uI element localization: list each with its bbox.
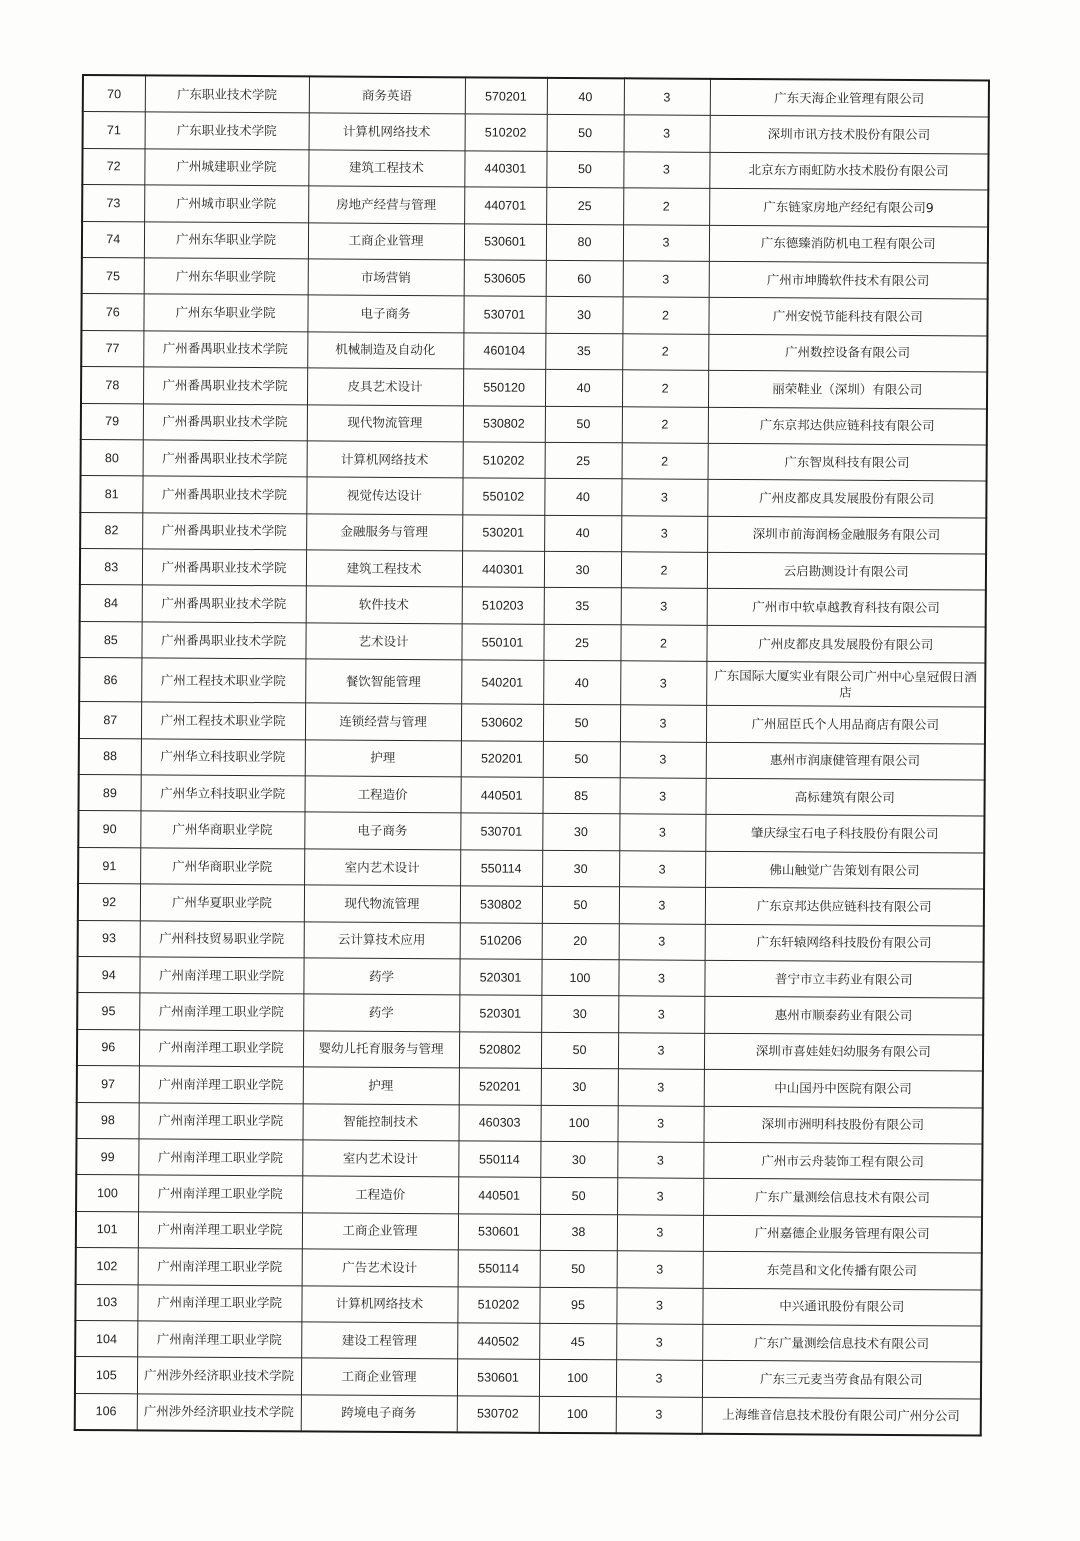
school-name-cell: 广州南洋理工职业学院 [139,1030,303,1067]
row-number-cell: 104 [75,1320,137,1357]
row-number-cell: 92 [78,884,140,921]
school-name-cell: 广东职业技术学院 [145,75,309,113]
program-years-cell: 3 [619,778,705,815]
partner-company-cell: 广州数控设备有限公司 [708,334,987,372]
program-years-cell: 3 [617,1105,703,1142]
enrollment-count-cell: 38 [540,1214,617,1251]
major-name-cell: 电子商务 [307,295,463,332]
enrollment-count-cell: 40 [544,479,621,516]
major-code-cell: 460303 [458,1104,540,1141]
partner-company-cell: 广东广量测绘信息技术有限公司 [702,1324,981,1362]
row-number-cell: 94 [77,956,139,993]
major-name-cell: 工商企业管理 [301,1358,457,1395]
major-code-cell: 510202 [463,442,545,479]
program-years-cell: 2 [622,334,708,371]
partner-company-cell: 广东智岚科技有限公司 [708,443,987,481]
program-years-cell: 3 [618,960,704,997]
enrollment-count-cell: 50 [545,406,622,443]
program-years-cell: 3 [618,996,704,1033]
major-code-cell: 530701 [460,813,542,850]
enrollment-count-cell: 45 [539,1323,616,1360]
table-row [76,1138,982,1180]
program-years-cell: 3 [620,661,706,706]
major-name-cell: 工商企业管理 [302,1213,458,1250]
table-row [75,1357,981,1399]
major-name-cell: 工商企业管理 [308,222,464,259]
row-number-cell: 86 [79,658,141,702]
partner-company-cell: 深圳市喜娃娃妇幼服务有限公司 [704,1033,983,1071]
major-name-cell: 广告艺术设计 [302,1249,458,1286]
major-code-cell: 530802 [463,405,545,442]
school-name-cell: 广州番禺职业技术学院 [141,622,305,659]
school-name-cell: 广州华商职业学院 [140,848,304,885]
enrollment-count-cell: 40 [547,78,624,115]
enrollment-count-cell: 40 [545,369,622,406]
school-name-cell: 广州东华职业学院 [144,258,308,295]
table-row [78,775,984,817]
table-row [75,1284,981,1326]
row-number-cell: 102 [76,1248,138,1285]
table-row [81,367,987,409]
row-number-cell: 79 [81,403,143,440]
major-code-cell: 440301 [464,151,546,188]
major-name-cell: 护理 [303,1067,459,1104]
partner-company-cell: 广东链家房地产经纪有限公司9 [709,189,988,227]
school-name-cell: 广州南洋理工职业学院 [139,957,303,994]
program-years-cell: 3 [617,1215,703,1252]
program-years-cell: 2 [621,552,707,589]
partner-company-cell: 中兴通讯股份有限公司 [702,1288,981,1326]
school-name-cell: 广州南洋理工职业学院 [137,1321,301,1358]
major-code-cell: 530601 [458,1214,540,1251]
school-name-cell: 广州华立科技职业学院 [140,775,304,812]
program-years-cell: 3 [623,152,709,189]
major-code-cell: 530802 [460,886,542,923]
table-row [82,148,988,190]
enrollment-count-cell: 60 [546,260,623,297]
table-row [81,294,987,336]
partner-company-cell: 广东德臻消防机电工程有限公司 [709,225,988,263]
partner-company-cell: 广东京邦达供应链科技有限公司 [708,407,987,445]
school-name-cell: 广州涉外经济职业技术学院 [137,1357,301,1394]
major-name-cell: 软件技术 [306,586,462,623]
program-years-cell: 3 [623,224,709,261]
enrollment-count-cell: 30 [540,1141,617,1178]
major-code-cell: 550114 [458,1141,540,1178]
school-name-cell: 广州番禺职业技术学院 [143,331,307,368]
major-code-cell: 530601 [457,1359,539,1396]
major-name-cell: 连锁经营与管理 [305,703,461,740]
row-number-cell: 70 [83,75,145,112]
program-years-cell: 3 [618,1033,704,1070]
major-code-cell: 550120 [463,369,545,406]
program-years-cell: 3 [616,1324,702,1361]
partner-company-cell: 广东国际大厦实业有限公司广州中心皇冠假日酒店 [706,662,985,708]
partner-company-cell: 深圳市洲明科技股份有限公司 [703,1106,982,1144]
table-row [82,221,988,263]
row-number-cell: 80 [81,439,143,476]
program-years-cell: 2 [622,370,708,407]
major-code-cell: 550102 [462,478,544,515]
row-number-cell: 81 [80,476,142,513]
row-number-cell: 87 [79,702,141,739]
school-name-cell: 广州南洋理工职业学院 [138,1175,302,1212]
program-years-cell: 3 [620,705,706,742]
program-years-cell: 3 [624,78,710,115]
table-row [76,1102,982,1144]
major-name-cell: 室内艺术设计 [304,849,460,886]
table-row [82,257,988,299]
row-number-cell: 76 [81,294,143,331]
major-name-cell: 跨境电子商务 [301,1395,457,1433]
major-code-cell: 520201 [461,740,543,777]
partner-company-cell: 广州市中软卓越教育科技有限公司 [707,589,986,627]
school-name-cell: 广州南洋理工职业学院 [138,1102,302,1139]
enrollment-count-cell: 20 [542,923,619,960]
partner-company-cell: 广州市云舟装饰工程有限公司 [703,1142,982,1180]
school-name-cell: 广州南洋理工职业学院 [137,1284,301,1321]
school-name-cell: 广州南洋理工职业学院 [139,993,303,1030]
major-name-cell: 市场营销 [308,259,464,296]
enrollment-count-cell: 40 [543,661,620,705]
enrollment-count-cell: 50 [540,1250,617,1287]
major-code-cell: 520301 [459,959,541,996]
partner-company-cell: 广州嘉德企业服务管理有限公司 [703,1215,982,1253]
major-code-cell: 520201 [459,1068,541,1105]
enrollment-count-cell: 50 [541,1032,618,1069]
row-number-cell: 78 [81,367,143,404]
major-name-cell: 建设工程管理 [301,1322,457,1359]
partner-company-cell: 深圳市讯方技术股份有限公司 [710,116,989,154]
table-body [75,75,989,1436]
table-row [78,847,984,889]
school-name-cell: 广州番禺职业技术学院 [142,549,306,586]
partner-company-cell: 广州皮都皮具发展股份有限公司 [707,480,986,518]
school-name-cell: 广东职业技术学院 [145,112,309,149]
major-code-cell: 550101 [461,624,543,661]
table-row [83,75,989,117]
enrollment-count-cell: 30 [542,850,619,887]
table-row [81,330,987,372]
row-number-cell: 85 [79,621,141,658]
row-number-cell: 99 [76,1138,138,1175]
program-years-cell: 3 [619,851,705,888]
row-number-cell: 96 [77,1029,139,1066]
row-number-cell: 88 [79,738,141,775]
enrollment-count-cell: 80 [546,224,623,261]
major-code-cell: 530605 [464,260,546,297]
major-code-cell: 510206 [460,922,542,959]
school-name-cell: 广州涉外经济职业技术学院 [137,1394,301,1432]
partner-company-cell: 上海维音信息技术股份有限公司广州分公司 [702,1397,981,1436]
enrollment-count-cell: 30 [544,551,621,588]
major-code-cell: 440301 [462,551,544,588]
partner-company-cell: 丽荣鞋业（深圳）有限公司 [708,370,987,408]
table-row [78,920,984,962]
table-row [79,738,985,780]
table-row [78,811,984,853]
major-name-cell: 室内艺术设计 [302,1140,458,1177]
table-row [81,439,987,481]
enrollment-count-cell: 35 [544,588,621,625]
row-number-cell: 82 [80,512,142,549]
major-name-cell: 药学 [303,994,459,1031]
school-name-cell: 广州东华职业学院 [144,221,308,258]
school-name-cell: 广州南洋理工职业学院 [138,1248,302,1285]
partner-company-cell: 深圳市前海润杨金融服务有限公司 [707,516,986,554]
enrollment-table [74,74,990,1437]
enrollment-count-cell: 25 [545,442,622,479]
program-years-cell: 3 [618,1069,704,1106]
school-name-cell: 广州南洋理工职业学院 [139,1066,303,1103]
program-years-cell: 3 [619,887,705,924]
partner-company-cell: 佛山触觉广告策划有限公司 [705,851,984,889]
row-number-cell: 101 [76,1211,138,1248]
major-name-cell: 金融服务与管理 [306,514,462,551]
partner-company-cell: 肇庆绿宝石电子科技股份有限公司 [705,815,984,853]
enrollment-count-cell: 25 [543,624,620,661]
table-row [76,1175,982,1217]
major-code-cell: 530601 [464,223,546,260]
enrollment-count-cell: 50 [543,741,620,778]
partner-company-cell: 广东天海企业管理有限公司 [710,79,989,118]
major-code-cell: 440502 [457,1323,539,1360]
major-name-cell: 云计算技术应用 [304,921,460,958]
major-code-cell: 510203 [462,587,544,624]
major-code-cell: 550114 [458,1250,540,1287]
school-name-cell: 广州城市职业学院 [144,185,308,222]
enrollment-count-cell: 35 [545,333,622,370]
table-row [79,621,985,663]
major-name-cell: 护理 [305,740,461,777]
major-code-cell: 550114 [460,850,542,887]
major-name-cell: 计算机网络技术 [301,1285,457,1322]
row-number-cell: 84 [80,585,142,622]
program-years-cell: 3 [617,1251,703,1288]
major-code-cell: 530602 [461,704,543,741]
program-years-cell: 3 [621,515,707,552]
major-code-cell: 440501 [460,777,542,814]
program-years-cell: 3 [617,1178,703,1215]
major-code-cell: 510202 [457,1286,539,1323]
partner-company-cell: 普宁市立丰药业有限公司 [704,960,983,998]
major-name-cell: 建筑工程技术 [308,150,464,187]
row-number-cell: 100 [76,1175,138,1212]
row-number-cell: 98 [76,1102,138,1139]
row-number-cell: 93 [78,920,140,957]
table-row [80,549,986,591]
major-name-cell: 皮具艺术设计 [307,368,463,405]
major-name-cell: 房地产经营与管理 [308,186,464,223]
enrollment-count-cell: 50 [547,115,624,152]
table-row [80,476,986,518]
program-years-cell: 3 [617,1142,703,1179]
program-years-cell: 2 [622,297,708,334]
program-years-cell: 2 [622,443,708,480]
enrollment-count-cell: 30 [541,996,618,1033]
partner-company-cell: 东莞昌和文化传播有限公司 [703,1251,982,1289]
partner-company-cell: 广州屈臣氏个人用品商店有限公司 [706,706,985,744]
row-number-cell: 72 [82,148,144,185]
enrollment-count-cell: 40 [544,515,621,552]
major-name-cell: 计算机网络技术 [309,113,465,150]
major-code-cell: 530201 [462,515,544,552]
program-years-cell: 3 [624,115,710,152]
table-row [83,112,989,154]
row-number-cell: 103 [75,1284,137,1321]
school-name-cell: 广州城建职业学院 [144,149,308,186]
row-number-cell: 77 [81,330,143,367]
table-row [77,993,983,1035]
partner-company-cell: 北京东方雨虹防水技术股份有限公司 [709,152,988,190]
table-row [77,1066,983,1108]
major-code-cell: 510202 [465,114,547,151]
partner-company-cell: 广州皮都皮具发展股份有限公司 [706,625,985,663]
school-name-cell: 广州南洋理工职业学院 [138,1139,302,1176]
enrollment-count-cell: 100 [540,1105,617,1142]
program-years-cell: 3 [616,1287,702,1324]
major-name-cell: 智能控制技术 [302,1103,458,1140]
school-name-cell: 广州工程技术职业学院 [141,658,305,703]
major-name-cell: 艺术设计 [305,623,461,660]
major-code-cell: 530701 [463,296,545,333]
program-years-cell: 3 [616,1360,702,1397]
enrollment-count-cell: 50 [540,1178,617,1215]
major-name-cell: 电子商务 [304,812,460,849]
school-name-cell: 广州番禺职业技术学院 [143,403,307,440]
major-name-cell: 药学 [303,958,459,995]
major-name-cell: 视觉传达设计 [306,477,462,514]
table-row [82,185,988,227]
major-name-cell: 婴幼儿托育服务与管理 [303,1031,459,1068]
table-row [76,1211,982,1253]
table-row [77,1029,983,1071]
row-number-cell: 71 [83,112,145,149]
enrollment-count-cell: 30 [545,297,622,334]
partner-company-cell: 广东三元麦当劳食品有限公司 [702,1361,981,1399]
school-name-cell: 广州工程技术职业学院 [141,702,305,739]
program-years-cell: 3 [621,479,707,516]
school-name-cell: 广州番禺职业技术学院 [142,513,306,550]
major-code-cell: 440501 [458,1177,540,1214]
row-number-cell: 83 [80,549,142,586]
major-code-cell: 520301 [459,995,541,1032]
table-row [76,1248,982,1290]
partner-company-cell: 中山国丹中医院有限公司 [704,1069,983,1107]
row-number-cell: 106 [75,1393,137,1430]
row-number-cell: 95 [77,993,139,1030]
table-row [79,702,985,744]
enrollment-count-cell: 100 [541,959,618,996]
enrollment-count-cell: 50 [542,887,619,924]
partner-company-cell: 广东轩辕网络科技股份有限公司 [705,924,984,962]
partner-company-cell: 广州安悦节能科技有限公司 [708,298,987,336]
row-number-cell: 75 [82,257,144,294]
major-code-cell: 570201 [465,77,547,114]
partner-company-cell: 广州市坤腾软件技术有限公司 [709,261,988,299]
table-row [80,585,986,627]
major-name-cell: 现代物流管理 [304,885,460,922]
table-row [81,403,987,445]
table-row [77,956,983,998]
enrollment-count-cell: 30 [542,814,619,851]
school-name-cell: 广州番禺职业技术学院 [142,585,306,622]
school-name-cell: 广州华夏职业学院 [140,884,304,921]
major-code-cell: 520802 [459,1032,541,1069]
school-name-cell: 广州科技贸易职业学院 [140,920,304,957]
major-name-cell: 现代物流管理 [307,404,463,441]
program-years-cell: 3 [623,261,709,298]
enrollment-count-cell: 95 [539,1287,616,1324]
enrollment-count-cell: 100 [539,1360,616,1397]
program-years-cell: 3 [621,588,707,625]
major-name-cell: 商务英语 [309,76,465,114]
row-number-cell: 97 [77,1066,139,1103]
major-name-cell: 建筑工程技术 [306,550,462,587]
partner-company-cell: 惠州市顺泰药业有限公司 [704,997,983,1035]
table-row [78,884,984,926]
partner-company-cell: 高标建筑有限公司 [705,778,984,816]
program-years-cell: 2 [620,625,706,662]
school-name-cell: 广州番禺职业技术学院 [143,440,307,477]
row-number-cell: 89 [78,775,140,812]
row-number-cell: 73 [82,185,144,222]
enrollment-count-cell: 30 [541,1068,618,1105]
partner-company-cell: 云启勘测设计有限公司 [707,552,986,590]
program-years-cell: 2 [622,406,708,443]
program-years-cell: 3 [619,923,705,960]
major-name-cell: 机械制造及自动化 [307,332,463,369]
row-number-cell: 105 [75,1357,137,1394]
enrollment-count-cell: 100 [539,1396,616,1433]
program-years-cell: 3 [620,741,706,778]
major-name-cell: 工程造价 [302,1176,458,1213]
major-code-cell: 460104 [463,333,545,370]
partner-company-cell: 广东广量测绘信息技术有限公司 [703,1179,982,1217]
enrollment-count-cell: 50 [546,151,623,188]
table-row [79,658,985,708]
major-name-cell: 工程造价 [304,776,460,813]
table-row [75,1320,981,1362]
program-years-cell: 2 [623,188,709,225]
table-row [75,1393,981,1435]
program-years-cell: 3 [616,1396,702,1433]
major-code-cell: 440701 [464,187,546,224]
school-name-cell: 广州东华职业学院 [143,294,307,331]
program-years-cell: 3 [619,814,705,851]
enrollment-count-cell: 25 [546,188,623,225]
enrollment-count-cell: 85 [542,777,619,814]
school-name-cell: 广州番禺职业技术学院 [143,367,307,404]
row-number-cell: 90 [78,811,140,848]
row-number-cell: 74 [82,221,144,258]
school-name-cell: 广州华立科技职业学院 [141,739,305,776]
table-row [80,512,986,554]
partner-company-cell: 广东京邦达供应链科技有限公司 [705,888,984,926]
major-name-cell: 计算机网络技术 [307,441,463,478]
enrollment-count-cell: 50 [543,705,620,742]
school-name-cell: 广州华商职业学院 [140,811,304,848]
row-number-cell: 91 [78,847,140,884]
school-name-cell: 广州南洋理工职业学院 [138,1212,302,1249]
major-name-cell: 餐饮智能管理 [305,659,461,704]
major-code-cell: 530702 [457,1395,539,1432]
school-name-cell: 广州番禺职业技术学院 [142,476,306,513]
partner-company-cell: 惠州市润康健管理有限公司 [706,742,985,780]
major-code-cell: 540201 [461,660,543,705]
